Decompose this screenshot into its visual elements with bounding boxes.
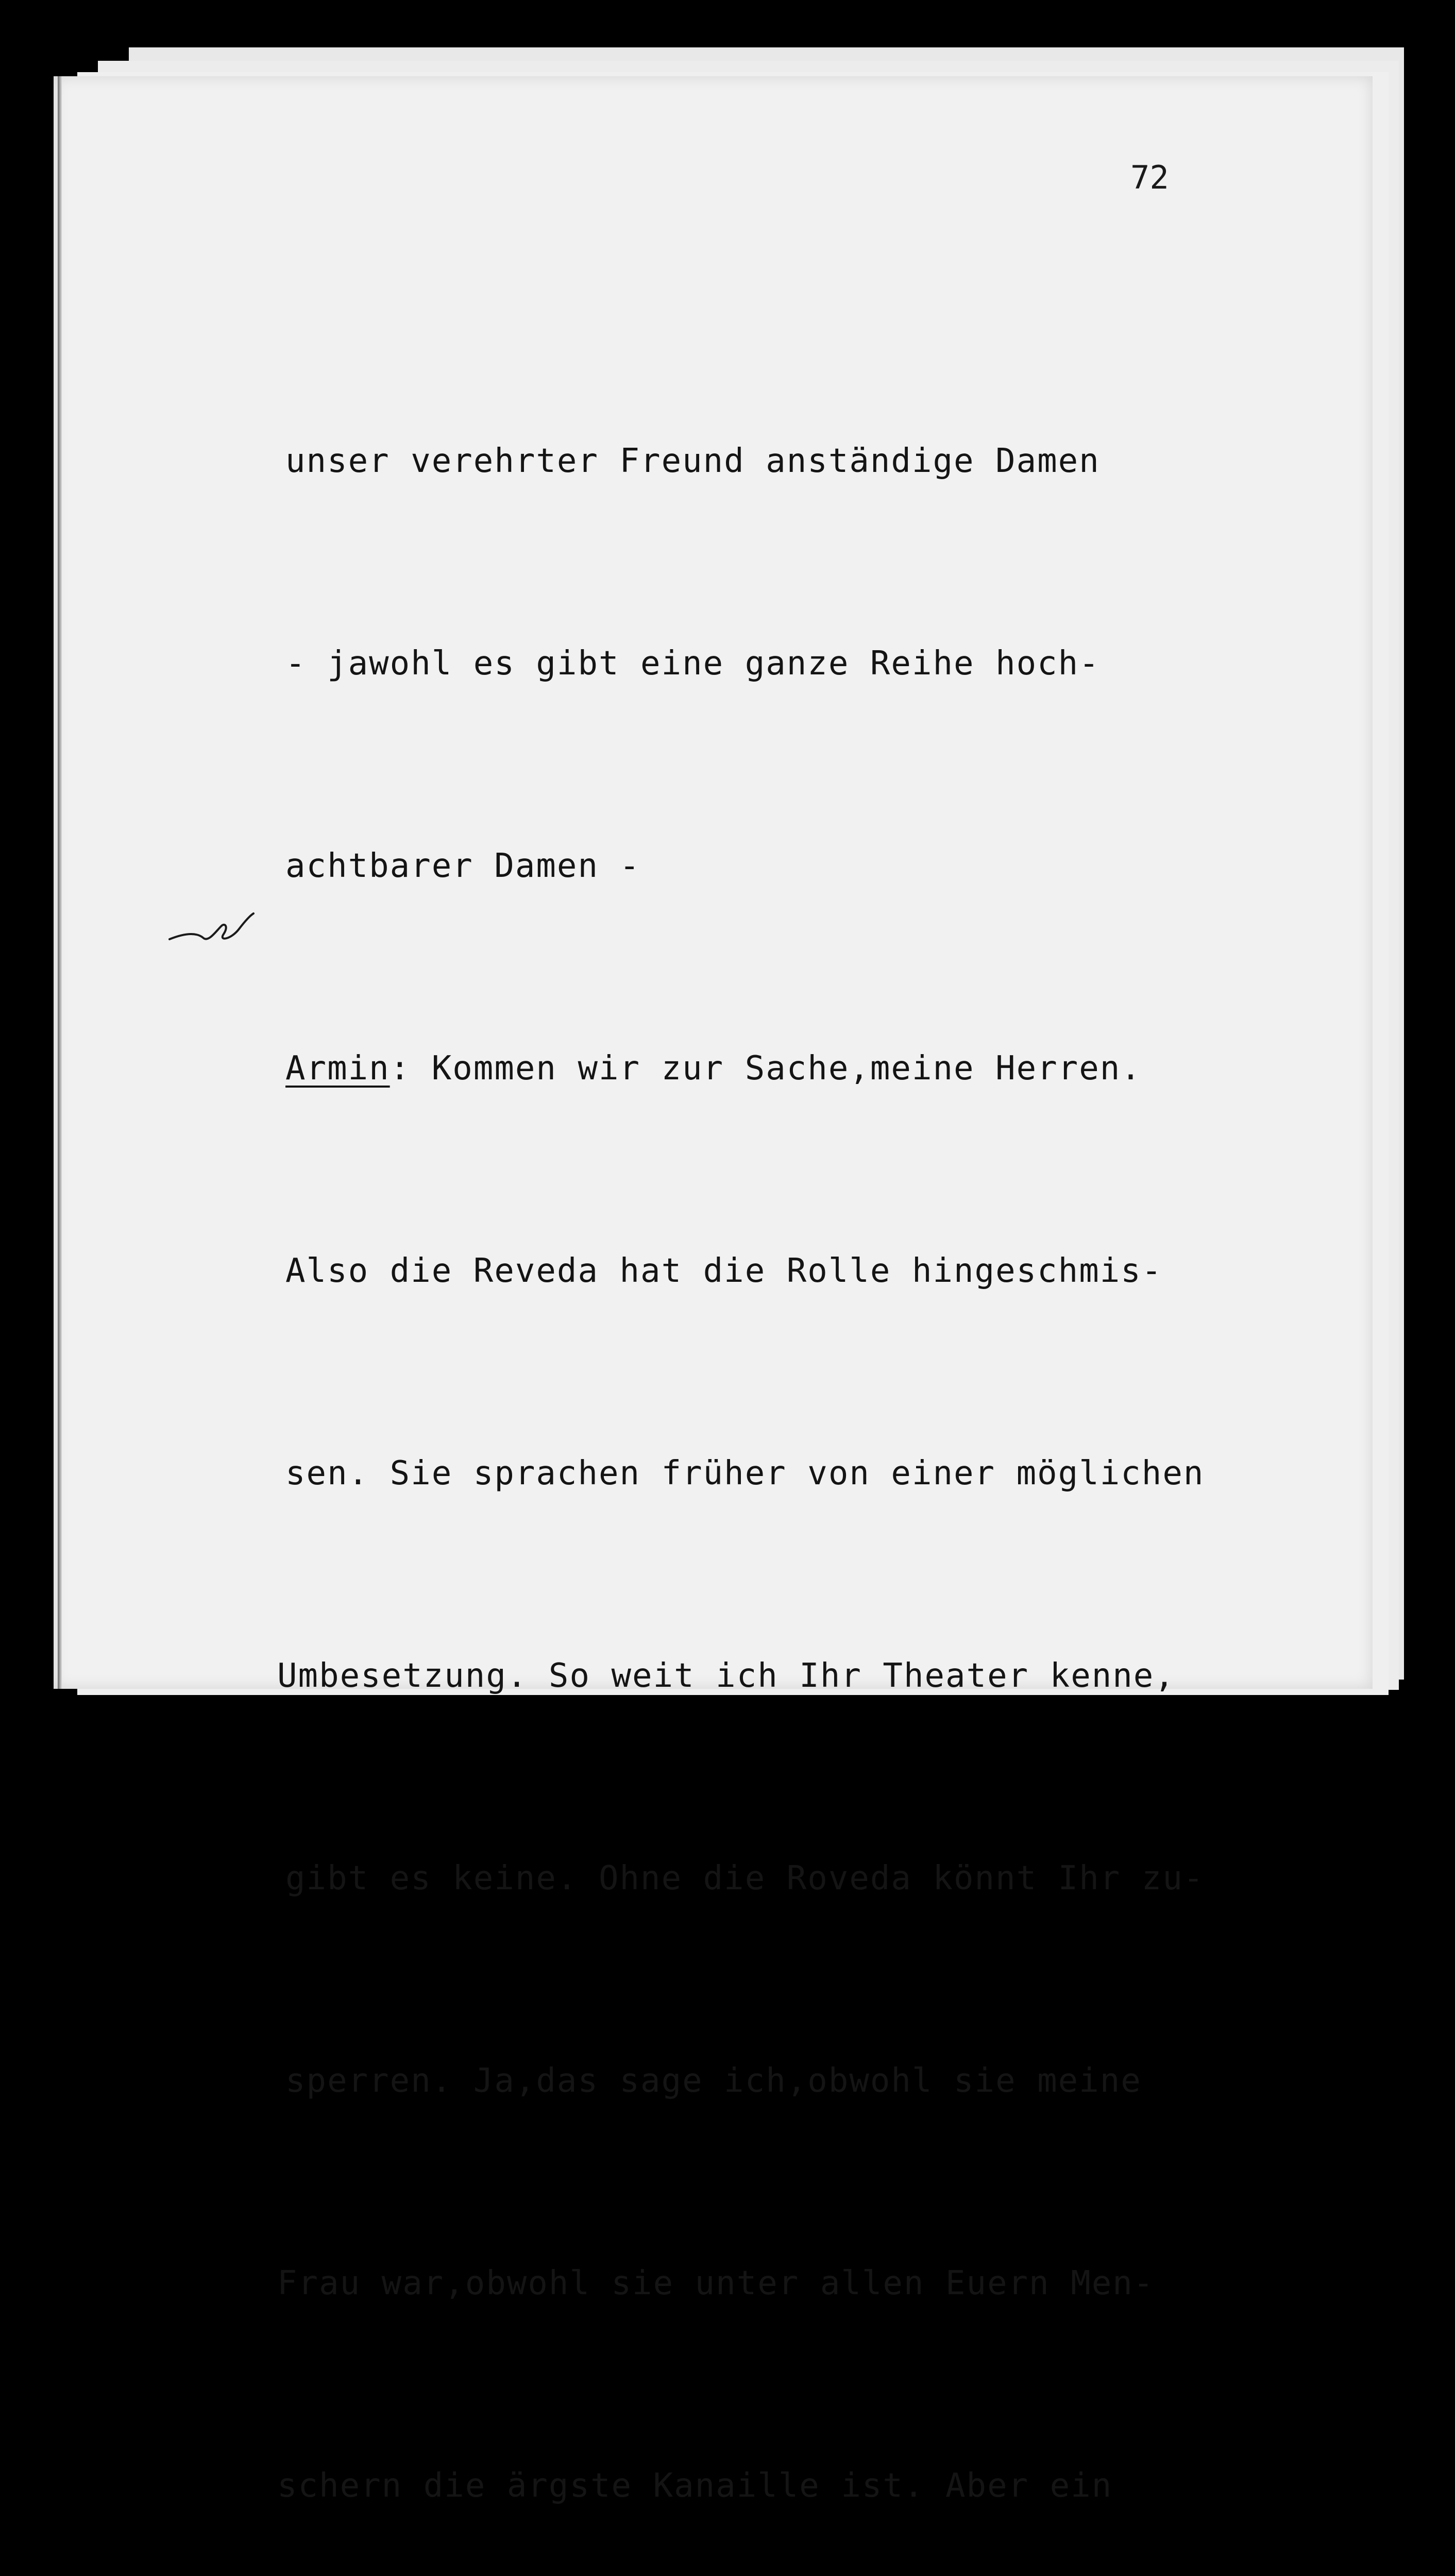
text-line: schern die ärgste Kanaille ist. Aber ein (277, 2467, 1113, 2505)
text-line: Frau war,obwohl sie unter allen Euern Men- (277, 2264, 1155, 2302)
text-line: gibt es keine. Ohne die Roveda könnt Ihr zu- (285, 1859, 1205, 1897)
speaker-name: Armin (285, 1049, 390, 1088)
typescript-body (277, 293, 1316, 2576)
dialogue-line: Armin: Kommen wir zur Sache,meine Herren. (285, 1049, 1142, 1088)
text-line: Umbesetzung. So weit ich Ihr Theater kenne, (277, 1657, 1175, 1695)
text-line: unser verehrter Freund anständige Damen (285, 442, 1100, 480)
text-line: sen. Sie sprachen früher von einer möglichen (285, 1454, 1205, 1493)
text-line: Also die Reveda hat die Rolle hingeschmis- (285, 1252, 1163, 1290)
text-line: - jawohl es gibt eine ganze Reihe hoch- (285, 645, 1100, 683)
typescript-page (54, 76, 1373, 2505)
page-number: 72 (1130, 159, 1169, 196)
text-line: sperren. Ja,das sage ich,obwohl sie meine (285, 2062, 1142, 2100)
handwritten-margin-mark (167, 911, 255, 952)
text-line: achtbarer Damen - (285, 847, 641, 885)
